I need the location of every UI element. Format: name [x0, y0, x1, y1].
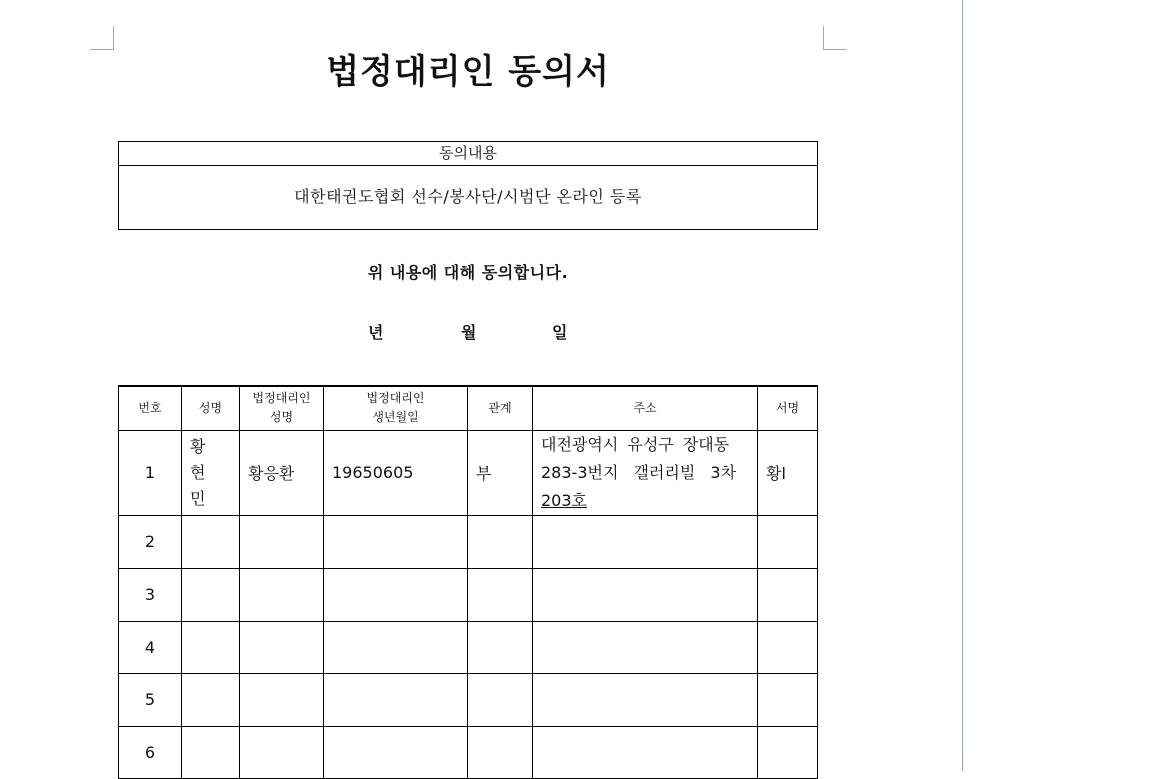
row-guardian-name[interactable] [240, 568, 324, 621]
address-line: 대전광역시 유성구 장대동 [541, 434, 730, 454]
guardian-table [118, 385, 818, 779]
row-relation[interactable] [468, 515, 533, 568]
row-no: 1 [119, 430, 182, 515]
header-no: 번호 [119, 386, 182, 430]
row-guardian-birth[interactable] [324, 568, 468, 621]
row-guardian-birth[interactable] [324, 726, 468, 778]
row-name: 황 현 민 [182, 430, 240, 515]
row-name[interactable] [182, 515, 240, 568]
header-guardian-name-line2: 성명 [269, 410, 294, 425]
consent-body: 대한태권도협회 선수/봉사단/시범단 온라인 등록 [294, 187, 642, 206]
date-year-label: 년 [368, 323, 384, 342]
document-title: 법정대리인 동의서 [326, 52, 610, 92]
table-row [119, 726, 818, 778]
row-guardian-name: 황응환 [240, 430, 324, 515]
row-no: 6 [119, 726, 182, 778]
date-month-label: 월 [461, 323, 477, 342]
table-row [119, 568, 818, 621]
row-address[interactable] [533, 515, 758, 568]
consent-header: 동의내용 [119, 142, 817, 166]
row-relation[interactable] [468, 568, 533, 621]
row-relation[interactable] [468, 621, 533, 673]
header-signature: 서명 [758, 386, 818, 430]
header-guardian-birth [324, 386, 468, 430]
row-signature[interactable] [758, 568, 818, 621]
consent-box [118, 141, 818, 230]
table-row [119, 673, 818, 726]
header-address: 주소 [533, 386, 758, 430]
row-name[interactable] [182, 726, 240, 778]
header-guardian-name [240, 386, 324, 430]
header-guardian-birth-line2: 생년월일 [372, 410, 419, 425]
header-guardian-name-line1: 법정대리인 [252, 391, 311, 406]
row-guardian-name[interactable] [240, 621, 324, 673]
header-name: 성명 [182, 386, 240, 430]
row-name[interactable] [182, 673, 240, 726]
row-guardian-birth[interactable] [324, 621, 468, 673]
row-signature[interactable] [758, 673, 818, 726]
row-guardian-name[interactable] [240, 515, 324, 568]
row-address [533, 430, 758, 515]
row-guardian-birth[interactable] [324, 673, 468, 726]
row-guardian-name[interactable] [240, 673, 324, 726]
row-address[interactable] [533, 621, 758, 673]
row-address[interactable] [533, 726, 758, 778]
row-signature[interactable] [758, 726, 818, 778]
row-no: 2 [119, 515, 182, 568]
address-line: 283-3번지 갤러리빌 3차 [541, 462, 737, 482]
table-row [119, 515, 818, 568]
row-address[interactable] [533, 673, 758, 726]
date-day-label: 일 [552, 323, 568, 342]
row-address[interactable] [533, 568, 758, 621]
row-no: 4 [119, 621, 182, 673]
header-guardian-birth-line1: 법정대리인 [366, 391, 425, 406]
row-no: 3 [119, 568, 182, 621]
crop-mark-top-left [90, 26, 114, 50]
agree-statement: 위 내용에 대해 동의합니다. [367, 263, 569, 282]
row-signature[interactable] [758, 515, 818, 568]
row-relation[interactable] [468, 726, 533, 778]
row-name[interactable] [182, 621, 240, 673]
row-guardian-birth[interactable] [324, 515, 468, 568]
row-relation: 부 [468, 430, 533, 515]
workspace-background [963, 0, 1152, 771]
address-line: 203호 [541, 490, 587, 510]
row-signature: 황l [758, 430, 818, 515]
table-row [119, 430, 818, 515]
row-signature[interactable] [758, 621, 818, 673]
row-guardian-birth: 19650605 [324, 430, 468, 515]
crop-mark-top-right [823, 26, 847, 50]
table-header-row [119, 386, 818, 430]
header-relation: 관계 [468, 386, 533, 430]
row-name[interactable] [182, 568, 240, 621]
table-row [119, 621, 818, 673]
row-guardian-name[interactable] [240, 726, 324, 778]
row-no: 5 [119, 673, 182, 726]
row-relation[interactable] [468, 673, 533, 726]
